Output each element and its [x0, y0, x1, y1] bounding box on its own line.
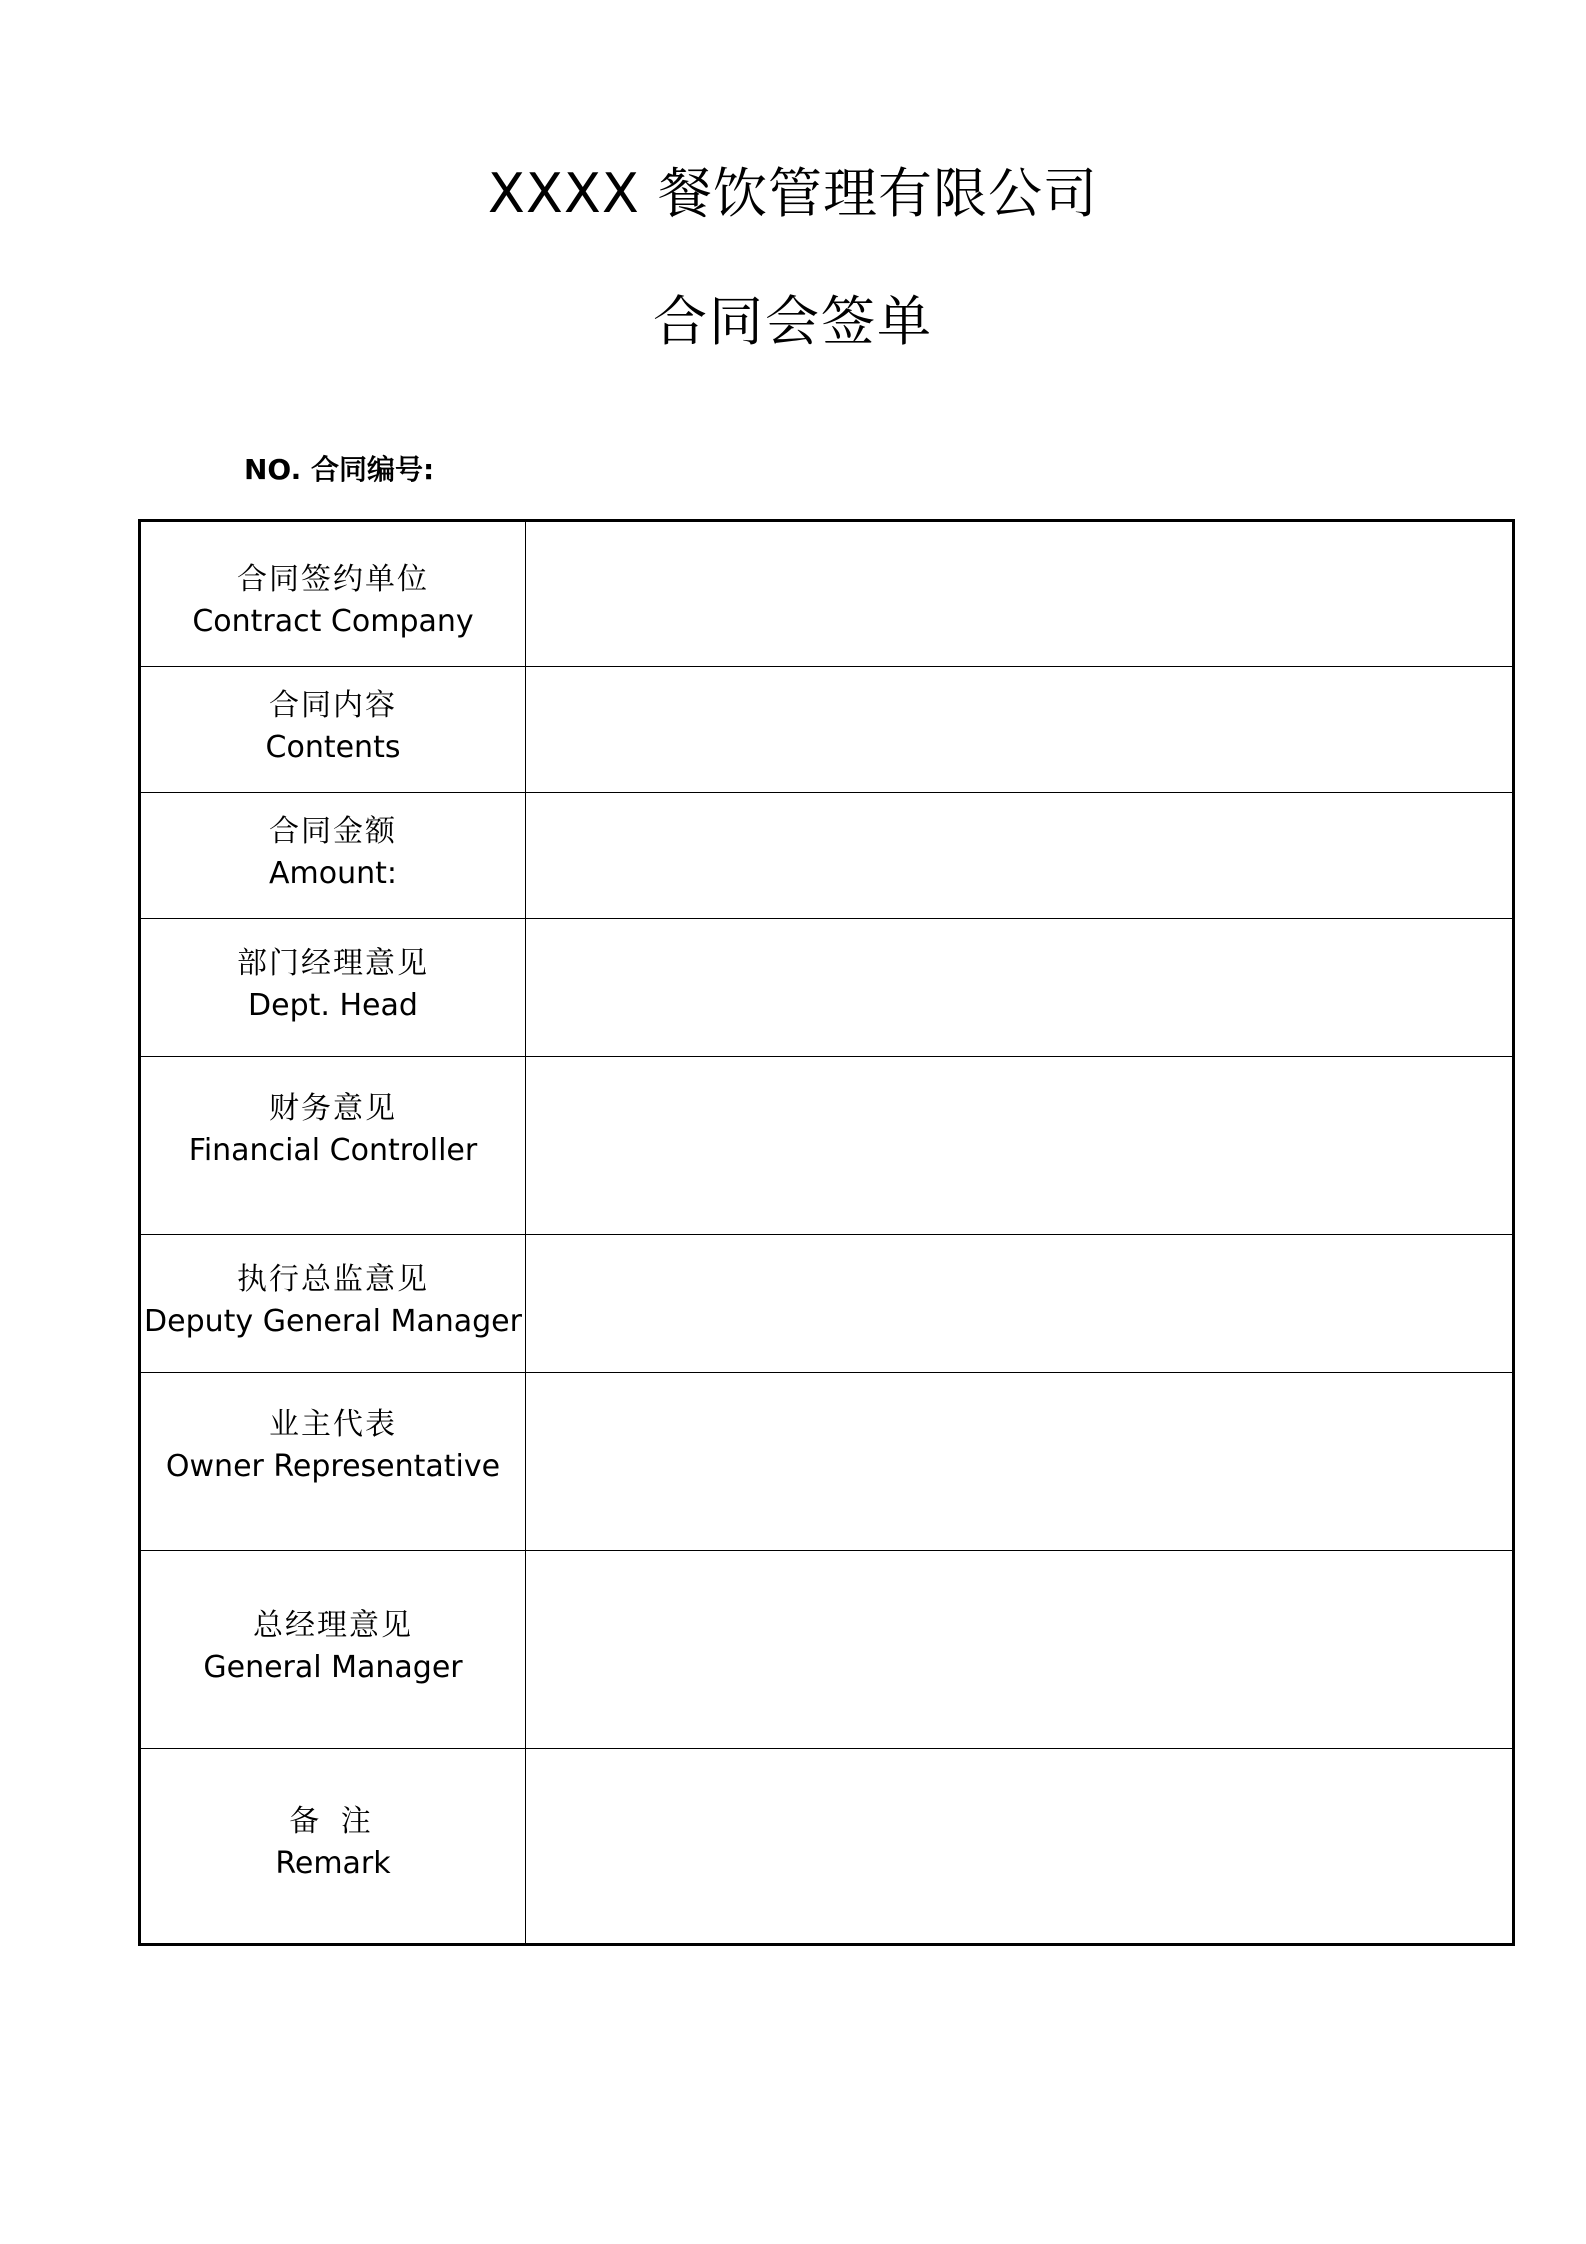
contract-company-field[interactable]	[526, 521, 1514, 667]
row-label-en: Owner Representative	[165, 1448, 501, 1484]
row-label-zh: 合同签约单位	[237, 562, 429, 597]
row-label-en: Remark	[275, 1846, 391, 1881]
row-label-cell	[140, 1551, 526, 1749]
row-label-cell	[140, 1057, 526, 1235]
general-manager-opinion-field[interactable]	[526, 1551, 1514, 1749]
row-label-en: Amount:	[269, 855, 397, 891]
financial-controller-opinion-field[interactable]	[526, 1057, 1514, 1235]
table-row-remark	[140, 1749, 1514, 1945]
row-label-zh: 合同内容	[269, 687, 397, 723]
row-label-cell	[140, 793, 526, 919]
row-label-en: Dept. Head	[248, 987, 418, 1023]
owner-representative-opinion-field[interactable]	[526, 1373, 1514, 1551]
row-label-zh: 总经理意见	[253, 1607, 413, 1643]
table-row-contract-company	[140, 521, 1514, 667]
row-label-cell	[140, 1749, 526, 1945]
table-row-financial-controller	[140, 1057, 1514, 1235]
table-row-contents	[140, 667, 1514, 793]
row-label-zh: 执行总监意见	[237, 1261, 429, 1297]
row-label-cell	[140, 1373, 526, 1551]
form-title: 合同会签单	[653, 290, 933, 353]
remark-field[interactable]	[526, 1749, 1514, 1945]
contents-field[interactable]	[526, 667, 1514, 793]
row-label-en: Contract Company	[192, 604, 474, 639]
contract-signoff-table	[138, 519, 1515, 1946]
row-label-cell	[140, 919, 526, 1057]
table-row-owner-representative	[140, 1373, 1514, 1551]
company-title: XXXX 餐饮管理有限公司	[487, 162, 1099, 225]
amount-field[interactable]	[526, 793, 1514, 919]
row-label-zh: 财务意见	[269, 1090, 397, 1126]
row-label-en: Financial Controller	[188, 1132, 478, 1168]
deputy-gm-opinion-field[interactable]	[526, 1235, 1514, 1373]
table-row-dept-head	[140, 919, 1514, 1057]
table-row-general-manager	[140, 1551, 1514, 1749]
dept-head-opinion-field[interactable]	[526, 919, 1514, 1057]
row-label-zh: 部门经理意见	[237, 945, 429, 981]
contract-number-label: NO. 合同编号:	[244, 453, 435, 486]
row-label-cell	[140, 667, 526, 793]
row-label-cell	[140, 521, 526, 667]
row-label-zh: 备 注	[289, 1804, 377, 1839]
row-label-zh: 合同金额	[269, 813, 397, 849]
row-label-cell	[140, 1235, 526, 1373]
row-label-en: General Manager	[203, 1649, 463, 1685]
table-row-amount	[140, 793, 1514, 919]
table-row-deputy-gm	[140, 1235, 1514, 1373]
row-label-en: Contents	[265, 729, 401, 765]
row-label-zh: 业主代表	[269, 1406, 397, 1442]
row-label-en: Deputy General Manager	[144, 1303, 522, 1339]
